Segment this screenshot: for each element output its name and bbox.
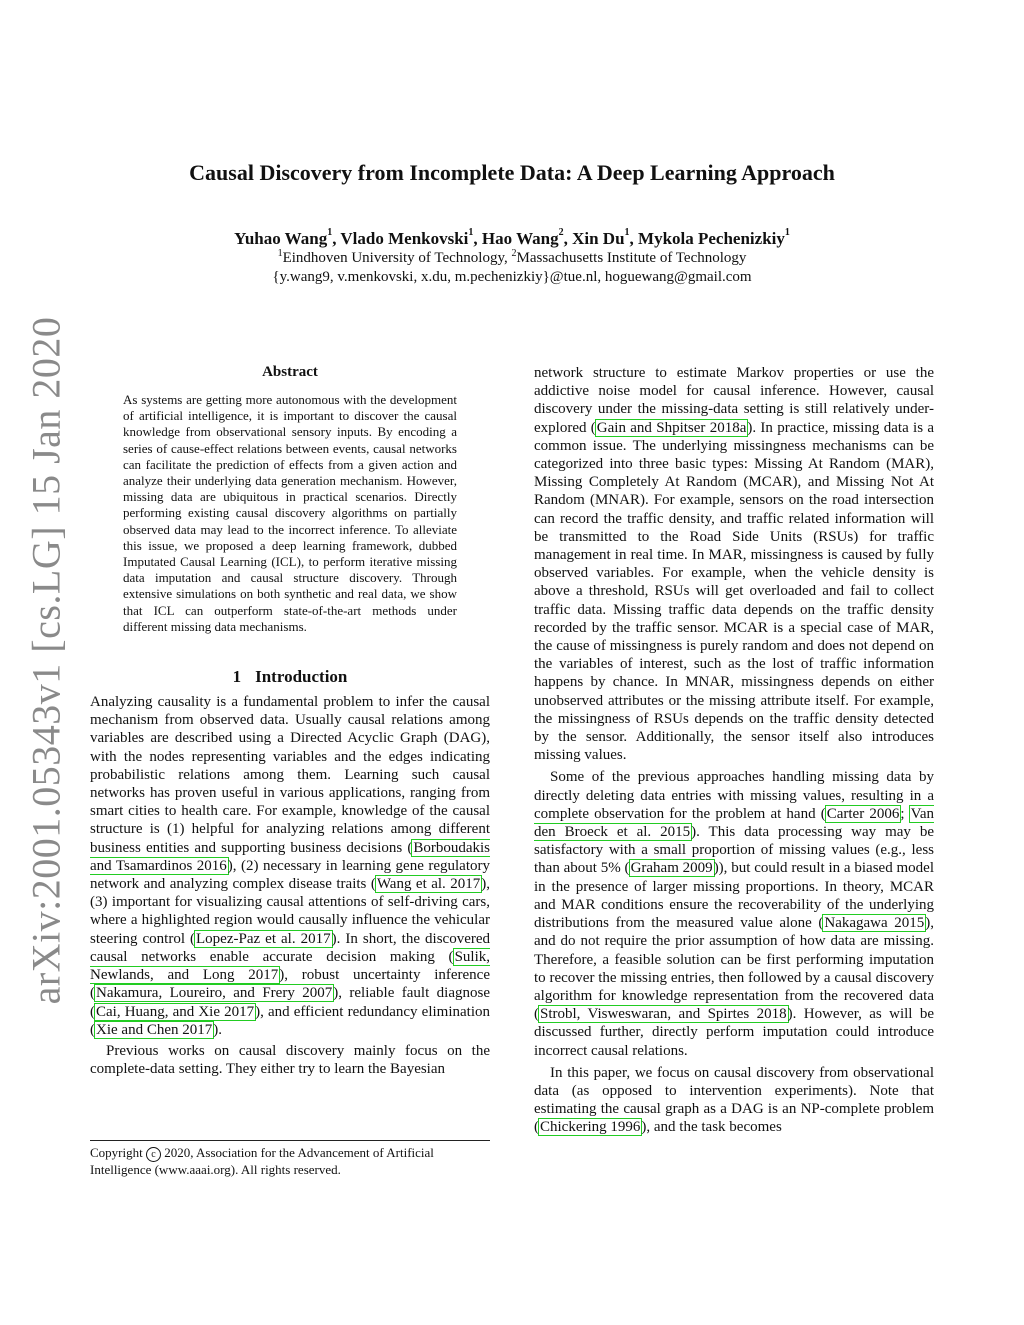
affiliation-name: Eindhoven University of Technology, [282, 250, 512, 266]
affiliation-marker: 1 [277, 248, 283, 259]
paragraph-text: ). This data processing way may be satisfactory with a small proportion of missing values (e.g., less than about 5% ( [534, 824, 934, 877]
paragraph-text: ). In practice, missing data is a common issue. The underlying missingness mechanisms can be categorized into three basic types: Missing At Random (MAR), Missing Completely At Random (MCAR), and Missing Not At Random (MNAR). For example, sensors on the road intersection can record the traffic density, and traffic related information will be transmitted to the Road Side Units (RSUs) for traffic management in real time. In MAR, missingness is caused by fully observed variables. For example, when the vehicle density is above a threshold, RSUs will get overloaded and fail to collect traffic data. Missing traffic data depends on the traffic density recorded by the traffic sensor. MCAR is a special case of MAR, the cause of missingness is purely random and does not depend on the variables of interest, such as the lost of traffic information happens by chance. In MNAR, missingness depends on either unobserved attributes or the missing attribute itself. For example, the missingness of RSUs depends on the traffic density detected by the sensor. Additionally, the sensor itself also introduces missing values. [534, 419, 935, 764]
paragraph-text: ). In short, the discovered causal networks enable accurate decision making ( [90, 930, 491, 965]
citation-link[interactable]: Gain and Shpitser 2018a [596, 419, 747, 436]
abstract-text: As systems are getting more autonomous with the development of artificial intelligence, it is important to discover the causal knowledge from observational sensory inputs. By encoding a series of cause-effect relations between events, causal networks can facilitate the prediction of effects from a given action and analyze their underlying data generation mechanism. However, missing data are ubiquitous in practical scenarios. Directly performing existing causal discovery algorithms on partially observed data may lead to the incorrect inference. To alleviate this issue, we proposed a deep learning framework, dubbed Imputated Causal Learning (ICL), to perform iterative missing data imputation and causal structure discovery. Through extensive simulations on both synthetic and real data, we show that ICL can outperform state-of-the-art methods under different missing data mechanisms. [123, 392, 457, 634]
section-heading [90, 667, 490, 687]
paragraph-text: )), but could result in a biased model in the presence of larger missing proportions. In theory, MCAR and MAR conditions ensure the recoverability of the underlying distributions from the measured value alone ( [534, 860, 935, 932]
paragraph-text: In this paper, we focus on causal discovery from observational data (as opposed to intervention experiments). Note that estimating the causal graph as a DAG is an NP-complete problem ( [534, 1064, 934, 1136]
footnote-text: 2020, Association for the Advancement of Artificial Intelligence (www.aaai.org). All rights reserved. [90, 1145, 434, 1177]
footnote-text: Copyright [90, 1145, 146, 1160]
body-paragraph [534, 364, 934, 764]
affiliation-marker: 2 [511, 248, 517, 259]
section-title: Introduction [255, 667, 348, 687]
citation-link[interactable]: Nakamura, Loureiro, and Frery 2007 [96, 985, 333, 1002]
paragraph-text: Some of the previous approaches handling missing data by directly deleting data entries with missing values, resulting in a complete observation for the problem at hand ( [534, 769, 934, 822]
paragraph-text: network structure to estimate Markov properties or use the addictive noise model for causal inference. However, causal discovery under the missing-data setting is still relatively under-explored ( [534, 365, 934, 436]
citation-link[interactable]: Strobl, Visweswaran, and Spirtes 2018 [540, 1006, 787, 1023]
citation-link[interactable]: Carter 2006 [826, 805, 900, 822]
right-column [534, 364, 934, 1137]
author-emails: {y.wang9, v.menkovski, x.du, m.pechenizkiy}@tue.nl, hoguewang@gmail.com [272, 269, 752, 285]
author-name: Xin Du [572, 229, 625, 248]
affiliation-marker: 1 [784, 227, 790, 238]
body-paragraph [534, 1064, 934, 1137]
paper-title: Causal Discovery from Incomplete Data: A Deep Learning Approach [189, 160, 835, 185]
paragraph-text: ), robust uncertainty inference ( [90, 967, 490, 1002]
affiliation-marker: 2 [558, 227, 564, 238]
paragraph-text: ), and do not require the prior assumption of how data are missing. Therefore, a feasible solution can be first performing imputation to recover the missing entries, then followed by a causal discovery algorithm for knowledge representation from the recovered data ( [534, 915, 934, 1023]
paragraph-text: ), reliable fault diagnose ( [90, 985, 490, 1020]
paragraph-text: ). [213, 1021, 222, 1038]
paragraph-text: ), and the task becomes [641, 1119, 782, 1136]
abstract-heading: Abstract [262, 364, 318, 380]
citation-link[interactable]: Lopez-Paz et al. 2017 [196, 930, 331, 947]
intro-paragraph: Previous works on causal discovery mainly focus on the complete-data setting. They either try to learn the Bayesian [90, 1042, 490, 1078]
paragraph-text: ), and efficient redundancy elimination ( [90, 1003, 490, 1038]
citation-link[interactable]: Van den Broeck et al. 2015 [534, 805, 934, 841]
arxiv-watermark [16, 316, 76, 1004]
section-number: 1 [232, 667, 242, 687]
affiliations [90, 250, 934, 267]
paragraph-text: ), (3) important for visualizing causal attentions of self-driving cars, where a highlighted region would causally influence the vehicular steering control ( [90, 876, 490, 947]
author-name: Mykola Pechenizkiy [638, 229, 785, 248]
citation-link[interactable]: Xie and Chen 2017 [96, 1021, 213, 1038]
affiliation-marker: 1 [468, 227, 474, 238]
paragraph-text: ). However, as will be discussed further, directly perform imputation could introduce incorrect causal relations. [534, 1006, 934, 1059]
citation-link[interactable]: Nakagawa 2015 [824, 915, 925, 932]
author-list: Yuhao Wang$^1$, Vlado Menkovski$^1$, Hao Wang$^2$, Xin Du$^1$, Mykola Pechenizkiy$^1$ [234, 227, 790, 248]
citation-link[interactable]: Borboudakis and Tsamardinos 2016 [90, 839, 490, 874]
affiliation-marker: 1 [624, 227, 630, 238]
affiliation-marker: 1 [327, 227, 333, 238]
paragraph-text: ), (2) necessary in learning gene regulatory network and analyzing complex disease traits ( [90, 857, 490, 893]
copyright-footnote [90, 1140, 490, 1178]
intro-paragraph [90, 693, 490, 1039]
citation-link[interactable]: Chickering 1996 [540, 1119, 641, 1136]
author-name: Yuhao Wang [234, 229, 328, 248]
citation-link[interactable]: Sulik, Newlands, and Long 2017 [90, 948, 490, 984]
author-name: Hao Wang [481, 229, 559, 248]
affiliation-name: Massachusetts Institute of Technology [516, 250, 747, 266]
left-column [90, 364, 490, 1078]
citation-link[interactable]: Cai, Huang, and Xie 2017 [96, 1003, 255, 1020]
citation-link[interactable]: Graham 2009 [630, 860, 713, 877]
author-name: Vlado Menkovski [340, 229, 469, 248]
copyright-symbol: c [146, 1147, 161, 1162]
arxiv-identifier: arXiv:2001.05343v1 [cs.LG] 15 Jan 2020 [23, 316, 69, 1004]
citation-link[interactable]: Wang et al. 2017 [376, 876, 481, 893]
paragraph-text: Analyzing causality is a fundamental problem to infer the causal mechanism from observed data. Usually causal relations among variables are described using a Directed Acyclic Graph (DAG), with the nodes representing variables and the edges indicating probabilistic relations among them. Learning such causal networks has proven useful in various applications, ranging from smart cities to health care. For example, knowledge of the causal structure is (1) helpful for analyzing relations among different business entities and supporting business decisions ( [90, 694, 490, 856]
body-paragraph [534, 768, 934, 1059]
paragraph-text: ; [900, 805, 910, 822]
